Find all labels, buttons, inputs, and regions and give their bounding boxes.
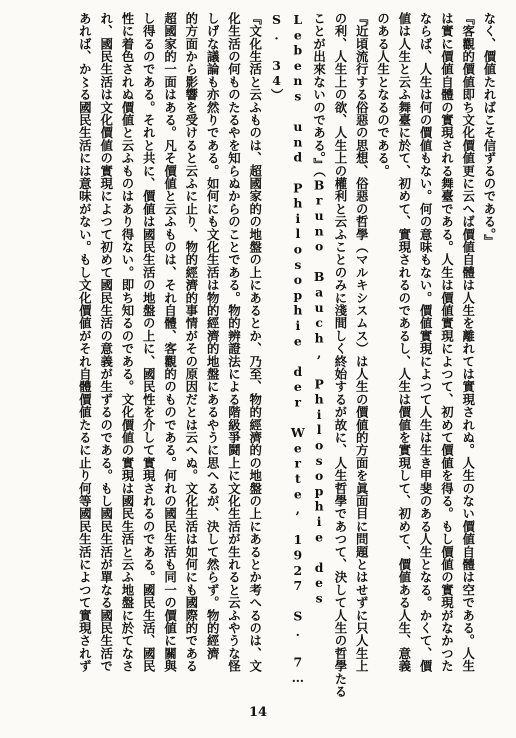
text-line: の利、人生上の欲、人生上の權利と云ふことのみに淺間しく終始するが故に、人生哲學であつて、決して人生の哲學たる <box>332 12 348 698</box>
text-line: しげな議論も亦然りである。如何にも文化生活は物的經濟的地盤にあるやうに思へるが、決して然らず。物的經濟 <box>205 12 221 660</box>
vertical-body-text <box>24 12 500 700</box>
text-line: 値は人生と云ふ舞臺に於て、初めて、實現されるのであるし、人生は價値を實現して、初めて、價値ある人生、意義 <box>396 12 412 673</box>
text-line: 『近頃流行する俗惡の思想、俗惡の哲學（マルキシスムス）は人生の價値的方面を眞面目に問題とはせずに只人生上 <box>354 12 370 673</box>
text-line: のある人生となるのである。 <box>375 12 391 178</box>
text-line: 性に着色されぬ價値と云ふものはあり得ない。即ち知るのである。文化價値の實現は國民生活と云ふ地盤に於てなさ <box>119 12 135 673</box>
text-line: 超國家的一面はある。凡そ價値と云ふものは、それ自體、客觀的のものである。何れの國民生活も同一の價値に關與 <box>162 12 178 673</box>
text-line: ならば、人生は何の價値もない。何の意味もない。價値實現によつて人生は生き甲斐のある人生となる。かくて、價 <box>418 12 434 673</box>
text-line: し得るのである。それと共に、價値は國民生活の地盤の上に、國民性を介して實現されるのである。國民生活、國民 <box>141 12 157 673</box>
text-line: なく、價値たればこそ信ずるのである。』 <box>482 12 497 248</box>
text-line: ことが出來ないのである。』（Bruno Bauch, Philosophie des Lebens und Philosophie der Werte, 1927 S. 7…S. 34） <box>269 12 327 686</box>
page-number: 14 <box>248 705 268 720</box>
text-line: 『文化生活と云ふものは、超國家的の地盤の上にあるとか、乃至、物的經濟的の地盤の上にあるとか考へるのは、文 <box>247 12 263 673</box>
text-line: は實に價値自體の實現される舞臺である。人生は價値實現によつて、初めて價値を得る。もし價値の實現がなかつた <box>439 12 455 673</box>
text-line: 『客觀的價値即ち文化價値更に云へば價値自體は人生を離れては實現されぬ。人生のない價値自體は空である。人生 <box>460 12 476 673</box>
text-line: 的方面から影響を受けると云ふに止り、物的經濟的事情がその原因だとは云へぬ。文化生活は如何にも國際的である <box>183 12 199 673</box>
text-line: 化生活の何ものたるやを知らぬからのことである。物的辨證法による階級爭鬪上に文化生活が生れると云ふやうな怪 <box>226 12 242 673</box>
text-line: あれば、か〻る國民生活には意味がない。もし文化價値がそれ自體價値たるに止り何等國民生活によつて實現されず <box>77 12 93 673</box>
text-line: れ、國民生活は文化價値の實現によつて初めて國民生活の意義が生ずるのである。もし國民生活が單なる國民生活で <box>98 12 114 673</box>
